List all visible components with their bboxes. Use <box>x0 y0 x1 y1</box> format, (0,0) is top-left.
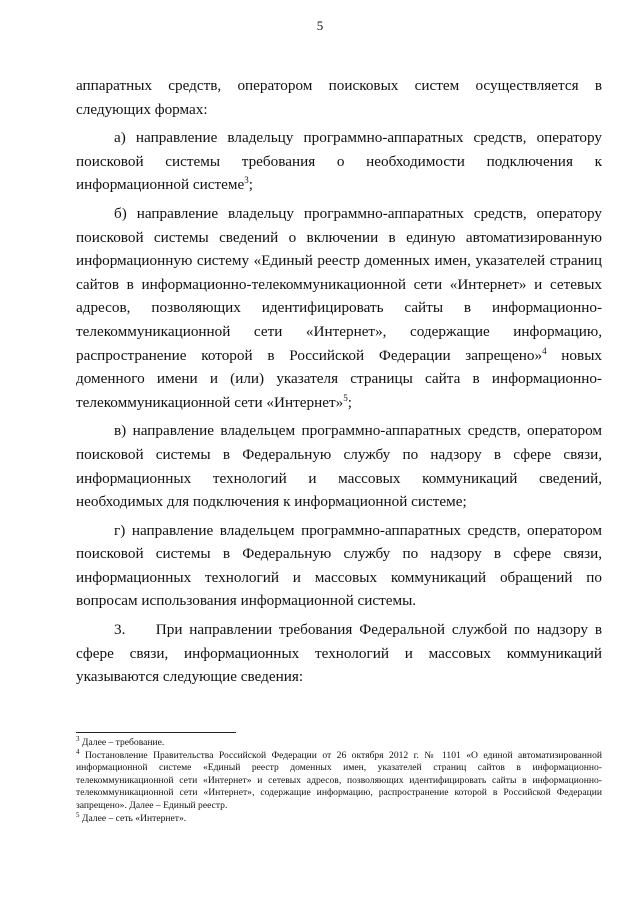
paragraph-text: в) направление владельцем программно-аппаратных средств, оператором поисковой системы в Федеральную службу по надзору в сфере связи, информационных технологий и массовых коммуникаций сведений, необходимых для подключения к информационной системе; <box>76 422 602 511</box>
paragraph-text: аппаратных средств, оператором поисковых систем осуществляется в следующих формах: <box>76 77 602 118</box>
footnote-ref: 3 <box>244 175 249 186</box>
footnote-text: Далее – требование. <box>79 737 165 748</box>
footnote-separator <box>76 732 236 733</box>
footnote-ref: 4 <box>542 345 547 356</box>
page-number: 5 <box>316 18 324 33</box>
paragraph-continuation <box>76 74 602 121</box>
paragraph-text: г) направление владельцем программно-аппаратных средств, оператором поисковой системы в Федеральную службу по надзору в сфере связи, информационных технологий и массовых коммуникаций обращений по вопросам использования информационной системы. <box>76 521 602 610</box>
paragraph-text-tail: новых доменного имени и (или) указателя страницы сайта в информационно-телекоммуникационной сети «Интернет» <box>76 346 602 411</box>
footnote-4 <box>76 747 602 813</box>
paragraph-item-v <box>76 419 602 513</box>
footnote-5 <box>76 810 602 826</box>
footnote-mark: 4 <box>76 747 80 756</box>
footnote-text: Постановление Правительства Российской Федерации от 26 октября 2012 г. № 1101 «О единой автоматизированной информационной системе «Единый реестр доменных имен, указателей страниц сайтов в информационно-телекоммуникационной сети «Интернет» и сетевых адресов, позволяющих идентифицировать сайты в информационно-телекоммуникационной сети «Интернет», содержащие информацию, распространение которой в Российской Федерации запрещено». Далее – Единый реестр. <box>76 749 602 811</box>
paragraph-text: а) направление владельцу программно-аппаратных средств, оператору поисковой системы требования о необходимости подключения к информационной системе <box>76 129 602 194</box>
footnote-ref: 5 <box>343 392 348 403</box>
document-body <box>76 74 602 694</box>
paragraph-text: б) направление владельцу программно-аппаратных средств, оператору поисковой системы сведений о включении в единую автоматизированную информационную систему «Единый реестр доменных имен, указателей страниц сайтов в информационно-телекоммуникационной сети «Интернет» и сетевых адресов, позволяющих идентифицировать сайты в информационно-телекоммуникационной сети «Интернет», содержащие информацию, распространение которой в Российской Федерации запрещено» <box>76 204 602 364</box>
footnote-text: Далее – сеть «Интернет». <box>79 812 187 824</box>
paragraph-item-3 <box>76 618 602 689</box>
footnotes <box>76 734 602 825</box>
footnote-mark: 5 <box>76 810 80 819</box>
footnote-mark: 3 <box>76 734 80 743</box>
paragraph-text: 3. При направлении требования Федеральной службой по надзору в сфере связи, информационных технологий и массовых коммуникаций указываются следующие сведения: <box>76 621 602 686</box>
paragraph-item-b <box>76 202 602 414</box>
paragraph-text-tail: ; <box>248 176 253 194</box>
paragraph-item-g <box>76 519 602 613</box>
paragraph-text-tail: ; <box>347 393 352 411</box>
paragraph-item-a <box>76 126 602 197</box>
footnote-3 <box>76 734 602 750</box>
